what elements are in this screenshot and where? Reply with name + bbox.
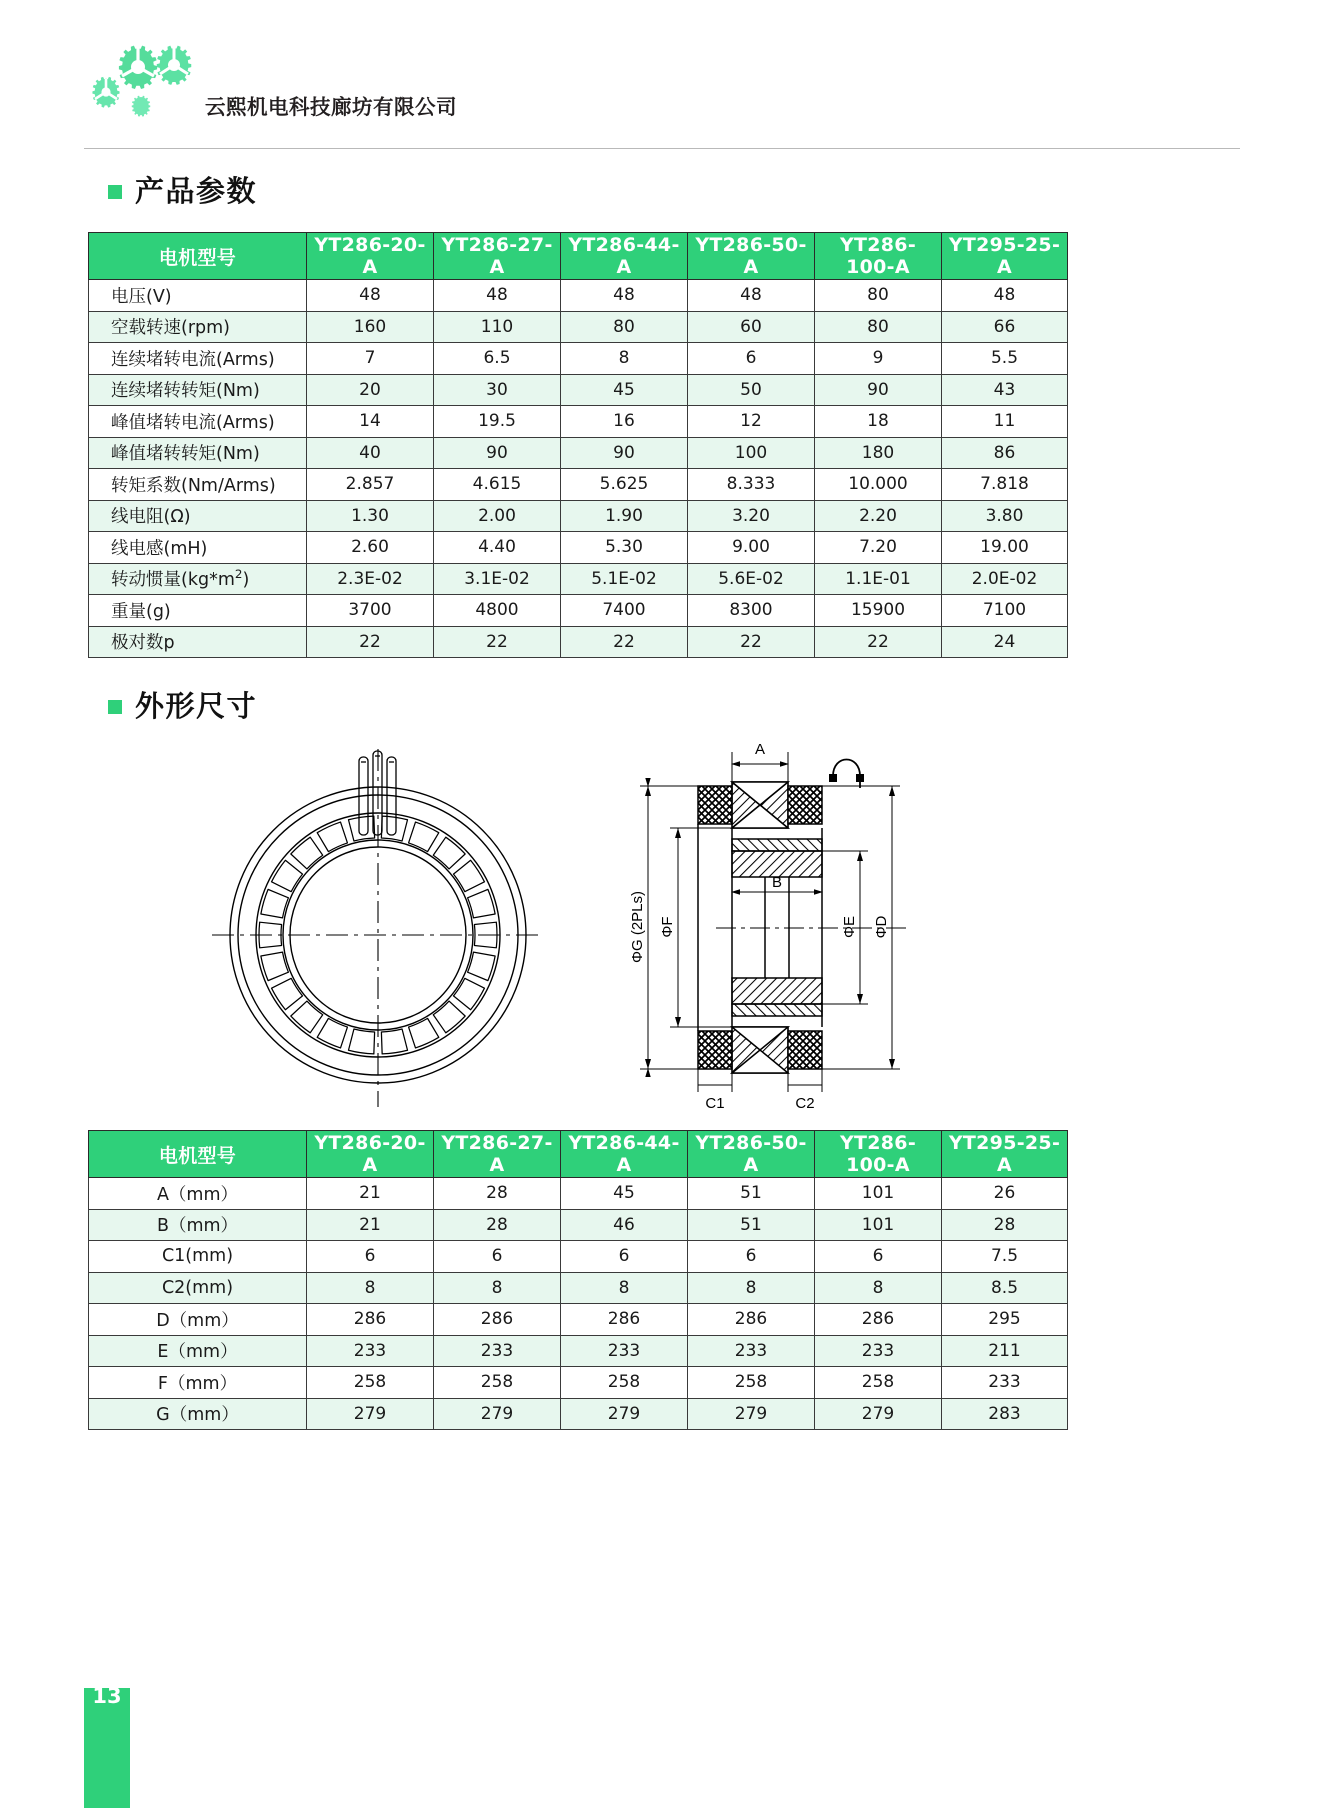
- table-cell: 258: [561, 1367, 688, 1399]
- table-row: [89, 406, 1068, 438]
- column-header-yt295-25-a: YT295-25-A: [942, 233, 1068, 280]
- table-cell: 2.3E-02: [307, 563, 434, 595]
- table-cell: 279: [307, 1398, 434, 1430]
- table-cell: 7400: [561, 595, 688, 627]
- table-row: [89, 1241, 1068, 1273]
- table-row: [89, 595, 1068, 627]
- table-cell: 46: [561, 1209, 688, 1241]
- table-cell: 7.818: [942, 469, 1068, 501]
- column-header-yt286-20-a: YT286-20-A: [307, 1131, 434, 1178]
- row-label: 转动惯量$(kg*m^2)$: [89, 563, 307, 595]
- gears-icon: [84, 34, 199, 122]
- table-cell: 19.00: [942, 532, 1068, 564]
- table-cell: 21: [307, 1178, 434, 1210]
- dimension-label-c2: C2: [795, 1095, 815, 1112]
- column-header-yt286-50-a: YT286-50-A: [688, 233, 815, 280]
- table-row: [89, 626, 1068, 658]
- table-cell: 279: [815, 1398, 942, 1430]
- table-cell: 43: [942, 374, 1068, 406]
- table-cell: 5.625: [561, 469, 688, 501]
- table-cell: 18: [815, 406, 942, 438]
- table-cell: 80: [561, 311, 688, 343]
- table-cell: 5.6E-02: [688, 563, 815, 595]
- table-cell: 45: [561, 1178, 688, 1210]
- table-cell: 86: [942, 437, 1068, 469]
- table-cell: 5.5: [942, 343, 1068, 375]
- column-header-yt286-100-a: YT286-100-A: [815, 1131, 942, 1178]
- column-header-yt286-20-a: YT286-20-A: [307, 233, 434, 280]
- table-cell: 1.1E-01: [815, 563, 942, 595]
- table-cell: 28: [434, 1178, 561, 1210]
- square-bullet-icon: [108, 185, 122, 199]
- table-row: [89, 1272, 1068, 1304]
- page-number: 13: [92, 1684, 122, 1708]
- table-cell: 8.333: [688, 469, 815, 501]
- column-header-yt286-44-a: YT286-44-A: [561, 1131, 688, 1178]
- table-cell: 7100: [942, 595, 1068, 627]
- table-cell: 28: [434, 1209, 561, 1241]
- company-logo: [84, 34, 457, 122]
- table-cell: 8: [688, 1272, 815, 1304]
- table-row: [89, 437, 1068, 469]
- row-label: 连续堵转转矩(Nm): [89, 374, 307, 406]
- table-cell: 3.80: [942, 500, 1068, 532]
- table-cell: 6: [815, 1241, 942, 1273]
- table-cell: 2.60: [307, 532, 434, 564]
- table-cell: 283: [942, 1398, 1068, 1430]
- table-row: [89, 1367, 1068, 1399]
- row-label: 空载转速(rpm): [89, 311, 307, 343]
- row-label: 线电感(mH): [89, 532, 307, 564]
- column-header-yt295-25-a: YT295-25-A: [942, 1131, 1068, 1178]
- dimension-label-phi-d: ΦD: [873, 915, 890, 939]
- table-cell: 110: [434, 311, 561, 343]
- table-cell: 80: [815, 280, 942, 312]
- table-cell: 20: [307, 374, 434, 406]
- table-cell: 279: [688, 1398, 815, 1430]
- table-row: [89, 1335, 1068, 1367]
- table-cell: 160: [307, 311, 434, 343]
- dimension-label-a: A: [754, 741, 766, 758]
- table-row: [89, 280, 1068, 312]
- page-header: [0, 0, 1323, 152]
- table-cell: 8: [307, 1272, 434, 1304]
- company-name: 云熙机电科技廊坊有限公司: [205, 95, 457, 119]
- table-cell: 286: [688, 1304, 815, 1336]
- table-cell: 211: [942, 1335, 1068, 1367]
- table-cell: 233: [561, 1335, 688, 1367]
- table-cell: 7.5: [942, 1241, 1068, 1273]
- table-cell: 5.30: [561, 532, 688, 564]
- table-cell: 233: [307, 1335, 434, 1367]
- section-title-outline-dimensions: [108, 689, 258, 723]
- table-cell: 279: [434, 1398, 561, 1430]
- table-cell: 90: [434, 437, 561, 469]
- table-row: [89, 343, 1068, 375]
- table-cell: 22: [561, 626, 688, 658]
- table-row: [89, 500, 1068, 532]
- table-cell: 48: [942, 280, 1068, 312]
- row-label: 峰值堵转转矩(Nm): [89, 437, 307, 469]
- table-cell: 6: [434, 1241, 561, 1273]
- table-cell: 15900: [815, 595, 942, 627]
- table-cell: 233: [434, 1335, 561, 1367]
- table-cell: 9: [815, 343, 942, 375]
- table-cell: 100: [688, 437, 815, 469]
- table-cell: 286: [561, 1304, 688, 1336]
- dimension-label-phi-e: ΦE: [841, 916, 858, 938]
- table-cell: 14: [307, 406, 434, 438]
- table-cell: 26: [942, 1178, 1068, 1210]
- column-header-yt286-50-a: YT286-50-A: [688, 1131, 815, 1178]
- table-cell: 22: [688, 626, 815, 658]
- section-title-product-parameters: [108, 174, 258, 208]
- table-cell: 3.1E-02: [434, 563, 561, 595]
- column-header-model: 电机型号: [89, 233, 307, 280]
- table-cell: 8: [434, 1272, 561, 1304]
- table-cell: 22: [434, 626, 561, 658]
- table-cell: 30: [434, 374, 561, 406]
- table-row: [89, 1178, 1068, 1210]
- table-cell: 4.615: [434, 469, 561, 501]
- table-cell: 233: [942, 1367, 1068, 1399]
- table-cell: 2.00: [434, 500, 561, 532]
- header-divider: [84, 148, 1240, 149]
- table-header-row: [89, 1131, 1068, 1178]
- table-cell: 295: [942, 1304, 1068, 1336]
- table-cell: 80: [815, 311, 942, 343]
- section-title-label: 产品参数: [135, 174, 258, 208]
- table-cell: 7.20: [815, 532, 942, 564]
- table-cell: 258: [307, 1367, 434, 1399]
- table-cell: 286: [307, 1304, 434, 1336]
- table-cell: 4800: [434, 595, 561, 627]
- table-cell: 4.40: [434, 532, 561, 564]
- table-cell: 60: [688, 311, 815, 343]
- table-cell: 90: [561, 437, 688, 469]
- table-cell: 286: [434, 1304, 561, 1336]
- row-label: D（mm）: [89, 1304, 307, 1336]
- table-row: [89, 1304, 1068, 1336]
- table-cell: 48: [307, 280, 434, 312]
- dimension-label-b: B: [771, 874, 783, 891]
- table-cell: 19.5: [434, 406, 561, 438]
- table-row: [89, 311, 1068, 343]
- column-header-yt286-27-a: YT286-27-A: [434, 233, 561, 280]
- column-header-yt286-44-a: YT286-44-A: [561, 233, 688, 280]
- table-cell: 6.5: [434, 343, 561, 375]
- column-header-model: 电机型号: [89, 1131, 307, 1178]
- table-cell: 66: [942, 311, 1068, 343]
- table-cell: 8: [815, 1272, 942, 1304]
- row-label: 连续堵转电流(Arms): [89, 343, 307, 375]
- row-label: A（mm）: [89, 1178, 307, 1210]
- product-parameters-table: [88, 232, 1068, 658]
- row-label: 线电阻(Ω): [89, 500, 307, 532]
- table-cell: 3.20: [688, 500, 815, 532]
- column-header-yt286-100-a: YT286-100-A: [815, 233, 942, 280]
- table-cell: 6: [561, 1241, 688, 1273]
- table-cell: 1.30: [307, 500, 434, 532]
- outline-drawings: [88, 735, 1067, 1120]
- table-cell: 7: [307, 343, 434, 375]
- table-cell: 3700: [307, 595, 434, 627]
- table-cell: 11: [942, 406, 1068, 438]
- table-cell: 51: [688, 1178, 815, 1210]
- dimension-label-c1: C1: [705, 1095, 725, 1112]
- table-cell: 5.1E-02: [561, 563, 688, 595]
- table-cell: 10.000: [815, 469, 942, 501]
- table-cell: 233: [815, 1335, 942, 1367]
- dimension-label-phi-g: ΦG (2PLs): [629, 891, 646, 963]
- table-cell: 101: [815, 1209, 942, 1241]
- dimension-label-phi-f: ΦF: [659, 916, 676, 938]
- table-cell: 2.20: [815, 500, 942, 532]
- row-label: 极对数p: [89, 626, 307, 658]
- row-label: G（mm）: [89, 1398, 307, 1430]
- table-cell: 24: [942, 626, 1068, 658]
- table-row: [89, 469, 1068, 501]
- table-cell: 16: [561, 406, 688, 438]
- table-cell: 45: [561, 374, 688, 406]
- row-label: 转矩系数(Nm/Arms): [89, 469, 307, 501]
- table-cell: 6: [688, 343, 815, 375]
- table-cell: 48: [434, 280, 561, 312]
- table-row: [89, 374, 1068, 406]
- table-cell: 258: [688, 1367, 815, 1399]
- table-cell: 90: [815, 374, 942, 406]
- table-cell: 6: [307, 1241, 434, 1273]
- table-cell: 9.00: [688, 532, 815, 564]
- table-row: [89, 1209, 1068, 1241]
- outline-dimensions-table: [88, 1130, 1068, 1430]
- row-label: E（mm）: [89, 1335, 307, 1367]
- table-cell: 8: [561, 1272, 688, 1304]
- table-cell: 50: [688, 374, 815, 406]
- frameless-motor-front-view: [208, 735, 548, 1115]
- table-cell: 101: [815, 1178, 942, 1210]
- table-row: [89, 1398, 1068, 1430]
- table-cell: 22: [815, 626, 942, 658]
- table-row: [89, 532, 1068, 564]
- table-cell: 21: [307, 1209, 434, 1241]
- table-cell: 48: [688, 280, 815, 312]
- table-cell: 28: [942, 1209, 1068, 1241]
- table-cell: 48: [561, 280, 688, 312]
- table-cell: 22: [307, 626, 434, 658]
- column-header-yt286-27-a: YT286-27-A: [434, 1131, 561, 1178]
- row-label: F（mm）: [89, 1367, 307, 1399]
- table-cell: 233: [688, 1335, 815, 1367]
- table-header-row: [89, 233, 1068, 280]
- row-label: 电压(V): [89, 280, 307, 312]
- section-title-label: 外形尺寸: [135, 689, 258, 723]
- table-cell: 8300: [688, 595, 815, 627]
- table-cell: 180: [815, 437, 942, 469]
- table-cell: 279: [561, 1398, 688, 1430]
- table-cell: 8.5: [942, 1272, 1068, 1304]
- table-cell: 6: [688, 1241, 815, 1273]
- table-row: [89, 563, 1068, 595]
- row-label: C2(mm): [89, 1272, 307, 1304]
- row-label: 峰值堵转电流(Arms): [89, 406, 307, 438]
- square-bullet-icon: [108, 700, 122, 714]
- table-cell: 12: [688, 406, 815, 438]
- table-cell: 2.0E-02: [942, 563, 1068, 595]
- table-cell: 40: [307, 437, 434, 469]
- row-label: C1(mm): [89, 1241, 307, 1273]
- table-cell: 8: [561, 343, 688, 375]
- table-cell: 51: [688, 1209, 815, 1241]
- table-cell: 286: [815, 1304, 942, 1336]
- row-label: B（mm）: [89, 1209, 307, 1241]
- motor-cross-section-view: [628, 740, 928, 1115]
- table-cell: 258: [434, 1367, 561, 1399]
- table-cell: 1.90: [561, 500, 688, 532]
- table-cell: 258: [815, 1367, 942, 1399]
- row-label: 重量(g): [89, 595, 307, 627]
- table-cell: 2.857: [307, 469, 434, 501]
